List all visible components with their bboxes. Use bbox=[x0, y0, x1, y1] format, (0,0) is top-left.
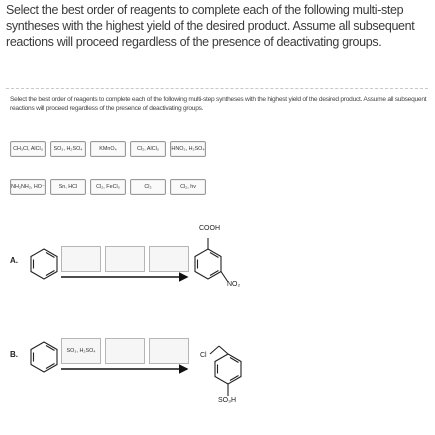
reagent-tile-so3-h2so4[interactable]: SO₃, H₂SO₄ bbox=[50, 141, 86, 157]
problem-b-label: B. bbox=[10, 350, 18, 359]
reagent-tile-nh2nh2-ho[interactable]: NH₂NH₂, HO⁻ bbox=[10, 179, 46, 195]
problem-b-slot-1[interactable]: SO₃, H₂SO₄ bbox=[61, 338, 101, 364]
reagent-tile-cl2[interactable]: Cl₂ bbox=[130, 179, 166, 195]
reagent-ordering-panel bbox=[6, 88, 430, 432]
problem-b-benzene-start bbox=[31, 342, 57, 372]
problem-a-benzene-start bbox=[31, 249, 57, 279]
question-prompt: Select the best order of reagents to complete each of the following multi-step syntheses with the highest yield of the desired product. Assume all subsequent reactions will proceed regardless of the presence of deactivating groups. bbox=[6, 3, 415, 49]
panel-instructions: Select the best order of reagents to complete each of the following multi-step syntheses with the highest yield of the desired product. Assume all subsequent reactions will proceed regardless of the presence of deactivating groups. bbox=[10, 96, 427, 112]
problem-a-label: A. bbox=[10, 256, 18, 265]
problem-b-cl-label: Cl bbox=[200, 352, 207, 359]
reagent-tile-kmno4[interactable]: KMnO₄ bbox=[90, 141, 126, 157]
problem-a-product-ring bbox=[195, 238, 228, 282]
problem-a-no2-label: NO₂ bbox=[227, 281, 241, 288]
reagent-tile-cl2-hv[interactable]: Cl₂, hv bbox=[170, 179, 206, 195]
reagent-tile-ch3cl-alcl3[interactable]: CH₃Cl, AlCl₃ bbox=[10, 141, 46, 157]
problem-a-cooh-label: COOH bbox=[199, 225, 220, 232]
problem-b-so3h-label: SO₃H bbox=[218, 397, 237, 404]
problem-b-product-ring bbox=[210, 346, 241, 396]
reagent-tile-sn-hcl[interactable]: Sn, HCl bbox=[50, 179, 86, 195]
reagent-tile-cl2-alcl3[interactable]: Cl₂, AlCl₃ bbox=[130, 141, 166, 157]
reagent-tile-hno3-h2so4[interactable]: HNO₃, H₂SO₄ bbox=[170, 141, 206, 157]
structures-and-arrows bbox=[6, 88, 430, 432]
reagent-tile-cl2-fecl3[interactable]: Cl₂, FeCl₃ bbox=[90, 179, 126, 195]
